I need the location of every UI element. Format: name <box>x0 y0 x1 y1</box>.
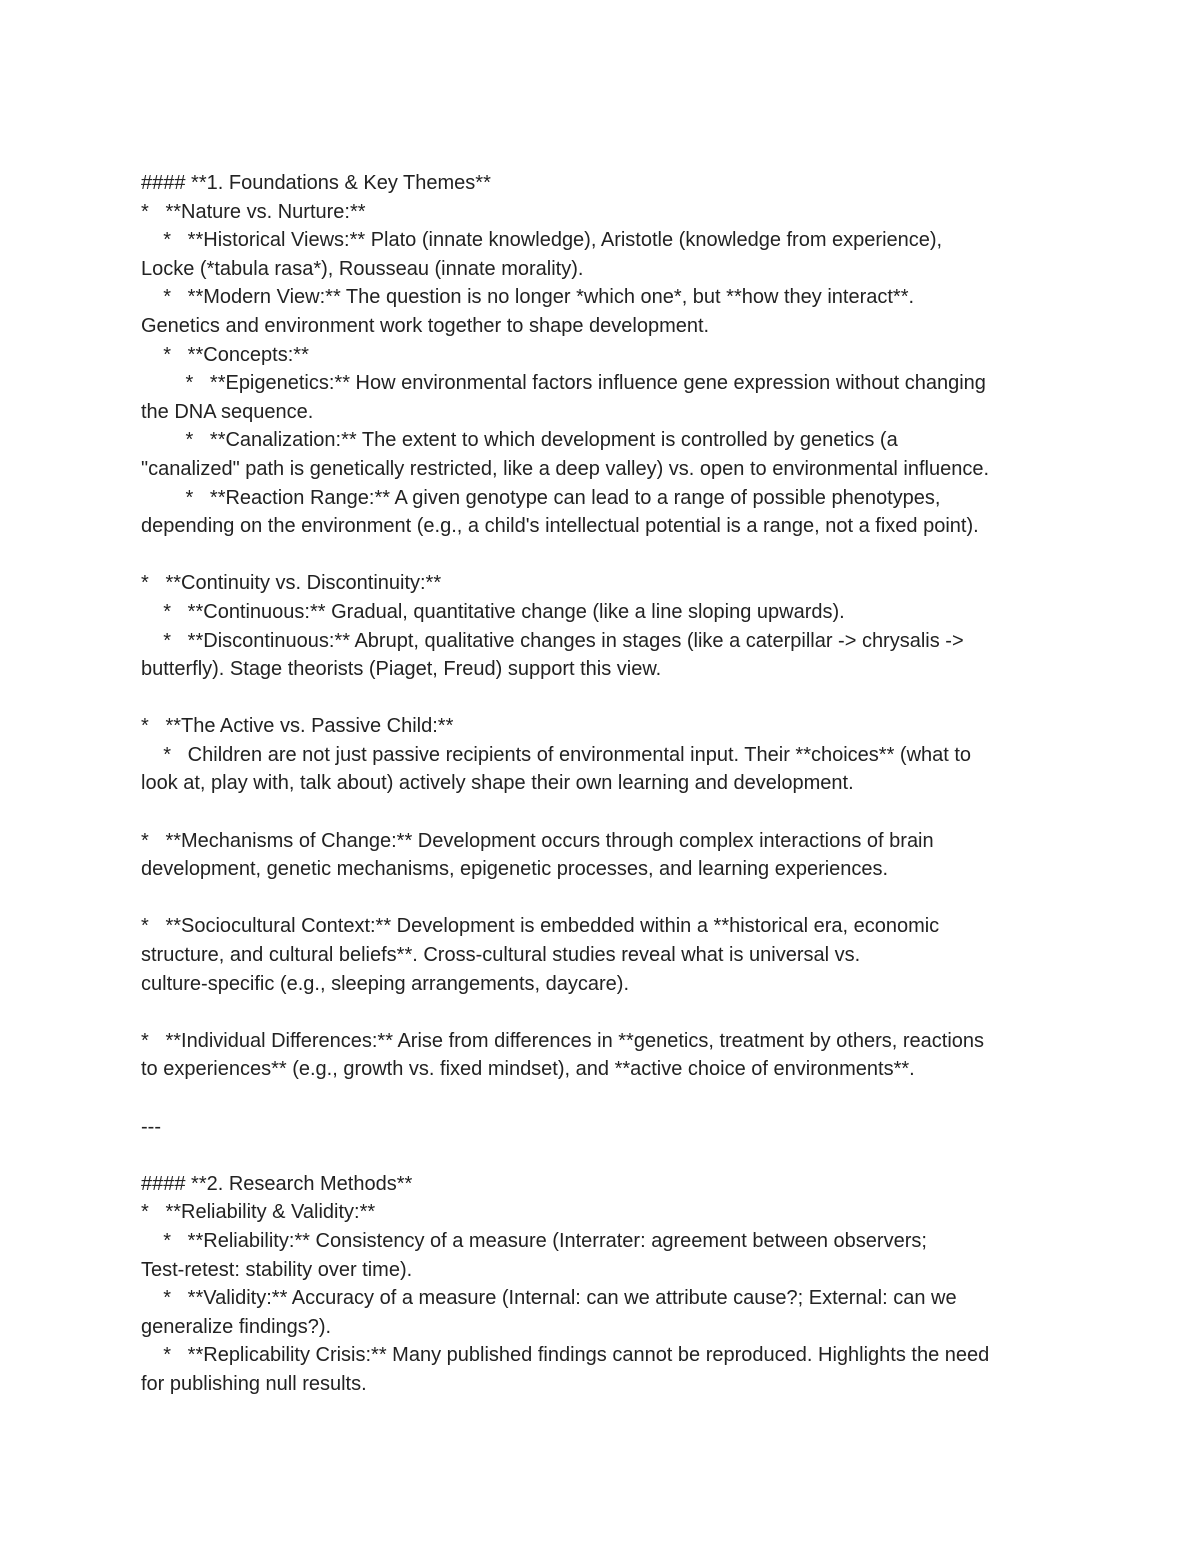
bullet-reliability-validity: * **Reliability & Validity:** <box>141 1201 376 1224</box>
text-line: "canalized" path is genetically restricted, like a deep valley) vs. open to environmental influence. <box>141 457 989 480</box>
text-line: Genetics and environment work together to shape development. <box>141 314 710 337</box>
bullet-active-passive: * **The Active vs. Passive Child:** <box>141 715 454 738</box>
text-line: * **Reliability:** Consistency of a measure (Interrater: agreement between observers; <box>141 1229 927 1252</box>
document-body <box>141 169 1066 1399</box>
text-line: look at, play with, talk about) actively shape their own learning and development. <box>141 772 854 795</box>
text-line: * **Concepts:** <box>141 343 309 366</box>
text-line: * **Historical Views:** Plato (innate knowledge), Aristotle (knowledge from experience), <box>141 229 943 252</box>
blank-line <box>141 541 1066 570</box>
text-line: the DNA sequence. <box>141 400 314 423</box>
blank-line <box>141 798 1066 827</box>
blank-line <box>141 884 1066 913</box>
bullet-mechanisms: * **Mechanisms of Change:** Development occurs through complex interactions of brain <box>141 829 934 852</box>
text-line: structure, and cultural beliefs**. Cross-cultural studies reveal what is universal vs. <box>141 944 861 967</box>
blank-line <box>141 1084 1066 1113</box>
text-line: * **Modern View:** The question is no longer *which one*, but **how they interact**. <box>141 286 915 309</box>
text-line: * **Canalization:** The extent to which development is controlled by genetics (a <box>141 429 898 452</box>
text-line: * **Continuous:** Gradual, quantitative change (like a line sloping upwards). <box>141 600 845 623</box>
text-line: culture-specific (e.g., sleeping arrangements, daycare). <box>141 972 630 995</box>
text-line: to experiences** (e.g., growth vs. fixed mindset), and **active choice of environments**. <box>141 1058 915 1081</box>
text-line: * **Epigenetics:** How environmental factors influence gene expression without changing <box>141 372 986 395</box>
text-line: development, genetic mechanisms, epigenetic processes, and learning experiences. <box>141 858 889 881</box>
text-line: * Children are not just passive recipients of environmental input. Their **choices** (what to <box>141 743 972 766</box>
text-line: depending on the environment (e.g., a child's intellectual potential is a range, not a fixed point). <box>141 515 979 538</box>
text-line: * **Replicability Crisis:** Many published findings cannot be reproduced. Highlights the need <box>141 1344 990 1367</box>
bullet-continuity: * **Continuity vs. Discontinuity:** <box>141 572 442 595</box>
text-line: butterfly). Stage theorists (Piaget, Freud) support this view. <box>141 658 662 681</box>
text-line: generalize findings?). <box>141 1315 332 1338</box>
bullet-individual-differences: * **Individual Differences:** Arise from differences in **genetics, treatment by others, reactions <box>141 1029 985 1052</box>
text-line: * **Validity:** Accuracy of a measure (Internal: can we attribute cause?; External: can we <box>141 1287 957 1310</box>
bullet-sociocultural: * **Sociocultural Context:** Development is embedded within a **historical era, economic <box>141 915 940 938</box>
blank-line <box>141 1141 1066 1170</box>
text-line: Locke (*tabula rasa*), Rousseau (innate morality). <box>141 257 584 280</box>
text-line: * **Reaction Range:** A given genotype can lead to a range of possible phenotypes, <box>141 486 941 509</box>
section-heading: #### **1. Foundations & Key Themes** <box>141 172 491 194</box>
text-line: for publishing null results. <box>141 1372 367 1395</box>
blank-line <box>141 684 1066 713</box>
blank-line <box>141 998 1066 1027</box>
bullet-nature-vs-nurture: * **Nature vs. Nurture:** <box>141 200 366 223</box>
text-line: * **Discontinuous:** Abrupt, qualitative changes in stages (like a caterpillar -> chrysalis -> <box>141 629 964 652</box>
section-heading: #### **2. Research Methods** <box>141 1172 413 1195</box>
horizontal-rule: --- <box>141 1115 161 1138</box>
text-line: Test-retest: stability over time). <box>141 1258 413 1281</box>
